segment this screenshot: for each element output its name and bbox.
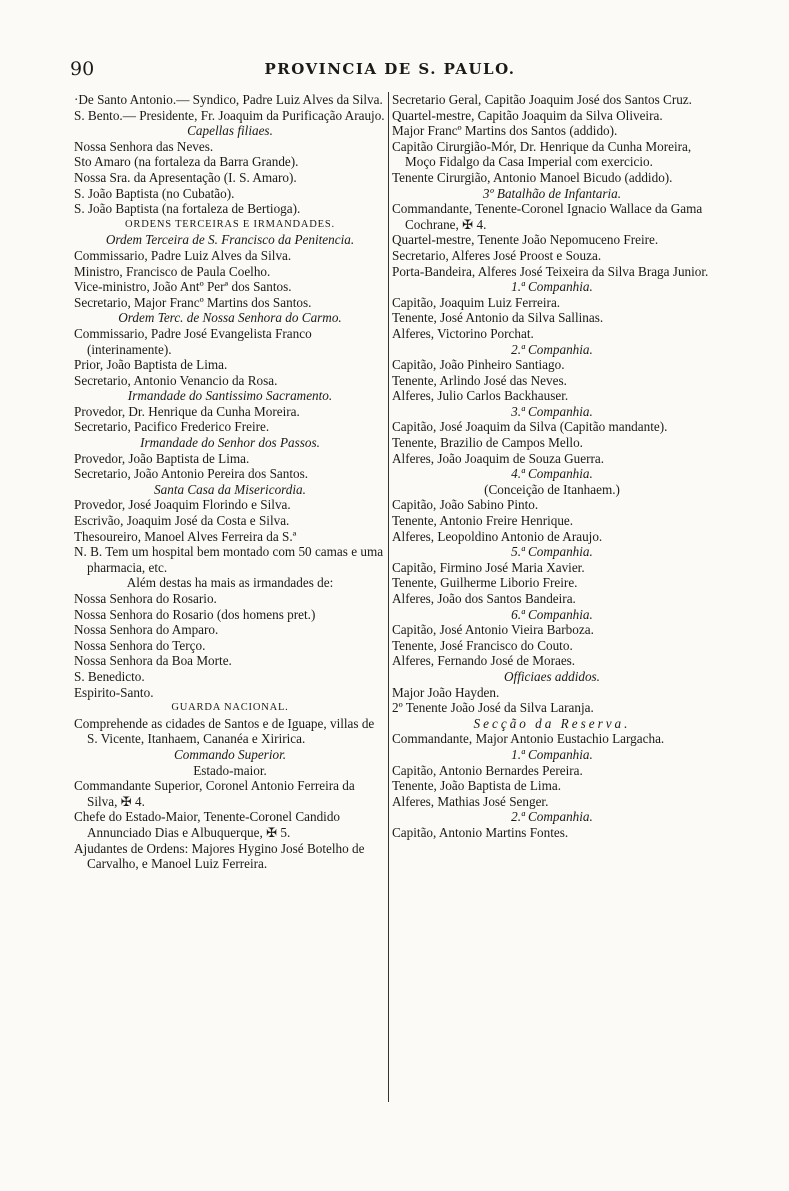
left-column-entry: Nossa Senhora das Neves. xyxy=(74,138,214,154)
left-column-entry: Ordem Terceira de S. Francisco da Penitencia. xyxy=(105,232,355,248)
right-column-entry: 3º Batalhão de Infantaria. xyxy=(482,185,622,201)
page-number: 90 xyxy=(70,58,95,80)
page-title: PROVINCIA DE S. PAULO. xyxy=(264,60,516,78)
left-column-entry: Secretario, João Antonio Pereira dos Santos. xyxy=(74,466,309,482)
right-column-entry: Alferes, Fernando José de Moraes. xyxy=(392,653,576,669)
left-column-entry: Chefe do Estado-Maior, Tenente-Coronel Candido Annunciado Dias e Albuquerque, ✠ 5. xyxy=(74,809,341,840)
right-column-entry: Capitão, José Antonio Vieira Barboza. xyxy=(392,622,594,638)
left-column-entry: Capellas filiaes. xyxy=(187,123,273,139)
right-column-entry: 2.ª Companhia. xyxy=(511,809,593,825)
left-column-entry: Commissario, Padre José Evangelista Franco (interinamente). xyxy=(74,325,312,357)
left-column-entry: Thesoureiro, Manoel Alves Ferreira da S.ª xyxy=(74,528,297,544)
right-column-entry: Alferes, Julio Carlos Backhauser. xyxy=(392,388,569,404)
right-column-entry: Tenente, Arlindo José das Neves. xyxy=(392,372,567,388)
left-column-entry: Comprehende as cidades de Santos e de Iguape, villas de S. Vicente, Itanhaem, Cananéa e Xiririca. xyxy=(74,715,375,747)
left-column-entry: Nossa Senhora do Terço. xyxy=(74,637,206,653)
left-column-entry: Commando Superior. xyxy=(173,746,287,762)
right-column-entry: Tenente, Brazilio de Campos Mello. xyxy=(392,435,583,451)
right-column-entry: Capitão, Joaquim Luiz Ferreira. xyxy=(392,294,561,310)
page-header xyxy=(70,58,710,80)
left-column-entry: Estado-maior. xyxy=(193,762,267,778)
left-column-entry: S. João Baptista (na fortaleza de Bertioga). xyxy=(74,201,301,217)
right-column-entry: 1.ª Companhia. xyxy=(511,746,593,762)
right-column-entry: Commandante, Major Antonio Eustachio Largacha. xyxy=(392,731,665,747)
left-column-entry: Escrivão, Joaquim José da Costa e Silva. xyxy=(74,513,290,529)
right-column-entry: Officiaes addidos. xyxy=(504,668,600,684)
left-column-entry: Nossa Senhora do Amparo. xyxy=(74,622,219,638)
left-column-entry: Secretario, Antonio Venancio da Rosa. xyxy=(74,372,278,388)
left-column-entry: Nossa Sra. da Apresentação (I. S. Amaro). xyxy=(74,169,297,185)
right-column-entry: Capitão Cirurgião-Mór, Dr. Henrique da Cunha Moreira, Moço Fidalgo da Casa Imperial com exercicio. xyxy=(392,138,692,170)
left-column-entry: Irmandade do Senhor dos Passos. xyxy=(140,435,320,451)
left-column-entry: Commissario, Padre Luiz Alves da Silva. xyxy=(74,247,292,263)
right-column-entry: Alferes, Victorino Porchat. xyxy=(392,325,534,341)
column-divider xyxy=(388,92,389,1102)
left-column-entry: Irmandade do Santissimo Sacramento. xyxy=(127,388,333,404)
left-column-entry: Provedor, José Joaquim Florindo e Silva. xyxy=(74,497,291,513)
left-column-entry: Ajudantes de Ordens: Majores Hygino José Botelho de Carvalho, e Manoel Luiz Ferreira. xyxy=(74,840,365,872)
right-column-entry: Tenente, João Baptista de Lima. xyxy=(392,778,561,794)
right-column xyxy=(392,92,712,841)
right-column-entry: Tenente, José Antonio da Silva Sallinas. xyxy=(392,310,604,326)
left-column-entry: N. B. Tem um hospital bem montado com 50 camas e uma pharmacia, etc. xyxy=(74,544,384,575)
right-column-entry: (Conceição de Itanhaem.) xyxy=(484,481,620,497)
right-column-entry: Capitão, Antonio Martins Fontes. xyxy=(392,824,569,840)
left-column-entry: Prior, João Baptista de Lima. xyxy=(74,357,228,373)
left-column-entry: S. Benedicto. xyxy=(74,668,145,684)
left-column-entry: Nossa Senhora do Rosario. xyxy=(74,591,217,606)
right-column-entry: Quartel-mestre, Tenente João Nepomuceno Freire. xyxy=(392,232,659,248)
left-column-entry: Ministro, Francisco de Paula Coelho. xyxy=(74,263,271,279)
right-column-entry: Porta-Bandeira, Alferes José Teixeira da Silva Braga Junior. xyxy=(392,263,709,279)
right-column-entry: Major João Hayden. xyxy=(392,684,500,700)
right-column-entry: Capitão, João Pinheiro Santiago. xyxy=(392,357,565,373)
left-column-entry: Ordem Terc. de Nossa Senhora do Carmo. xyxy=(118,310,342,326)
left-column-entry: Além destas ha mais as irmandades de: xyxy=(126,575,334,591)
right-column-entry: 3.ª Companhia. xyxy=(511,403,593,419)
left-column-entry: Commandante Superior, Coronel Antonio Ferreira da Silva, ✠ 4. xyxy=(74,778,355,809)
left-column-entry: Sto Amaro (na fortaleza da Barra Grande). xyxy=(74,154,299,170)
left-column-entry: ·De Santo Antonio.— Syndico, Padre Luiz Alves da Silva. xyxy=(74,92,383,107)
right-column-entry: Tenente, Guilherme Liborio Freire. xyxy=(392,575,578,591)
left-column-entry: S. Bento.— Presidente, Fr. Joaquim da Purificação Araujo. xyxy=(74,107,385,123)
left-column-entry: Nossa Senhora da Boa Morte. xyxy=(74,653,232,669)
right-column-entry: Secção da Reserva. xyxy=(473,715,631,731)
left-column-entry: ORDENS TERCEIRAS E IRMANDADES. xyxy=(125,218,335,230)
right-column-entry: Quartel-mestre, Capitão Joaquim da Silva Oliveira. xyxy=(392,107,663,123)
left-column-entry: Nossa Senhora do Rosario (dos homens pret.) xyxy=(74,606,316,622)
left-column-entry: Provedor, João Baptista de Lima. xyxy=(74,450,250,466)
left-column-entry: Secretario, Major Francº Martins dos Santos. xyxy=(74,294,312,310)
left-column xyxy=(74,92,386,872)
right-column-entry: 6.ª Companhia. xyxy=(511,606,593,622)
left-column-entry: S. João Baptista (no Cubatão). xyxy=(74,185,235,201)
right-column-entry: Major Francº Martins dos Santos (addido). xyxy=(392,123,618,139)
right-column-entry: Alferes, João Joaquim de Souza Guerra. xyxy=(392,450,605,466)
right-column-entry: Tenente Cirurgião, Antonio Manoel Bicudo (addido). xyxy=(392,169,673,185)
right-column-entry: Alferes, Mathias José Senger. xyxy=(392,793,549,809)
right-column-entry: Capitão, Firmino José Maria Xavier. xyxy=(392,559,585,575)
right-column-entry: Secretario, Alferes José Proost e Souza. xyxy=(392,247,602,263)
right-column-entry: Capitão, Antonio Bernardes Pereira. xyxy=(392,762,583,778)
right-column-entry: Capitão, José Joaquim da Silva (Capitão mandante). xyxy=(392,419,668,435)
right-column-entry: 2.ª Companhia. xyxy=(511,341,593,357)
right-column-entry: Commandante, Tenente-Coronel Ignacio Wallace da Gama Cochrane, ✠ 4. xyxy=(392,201,703,232)
right-column-entry: 4.ª Companhia. xyxy=(511,466,593,482)
left-column-entry: Secretario, Pacifico Frederico Freire. xyxy=(74,419,270,435)
left-column-entry: Provedor, Dr. Henrique da Cunha Moreira. xyxy=(74,403,300,419)
right-column-entry: Alferes, Leopoldino Antonio de Araujo. xyxy=(392,528,603,544)
right-column-entry: 2º Tenente João José da Silva Laranja. xyxy=(392,700,594,716)
right-column-entry: Tenente, José Francisco do Couto. xyxy=(392,637,573,653)
right-column-entry: Secretario Geral, Capitão Joaquim José dos Santos Cruz. xyxy=(392,92,692,107)
right-column-entry: 1.ª Companhia. xyxy=(511,279,593,295)
left-column-entry: Santa Casa da Misericordia. xyxy=(154,481,306,497)
left-column-entry: Espirito-Santo. xyxy=(74,684,154,700)
left-column-entry: GUARDA NACIONAL. xyxy=(171,702,289,714)
right-column-entry: Tenente, Antonio Freire Henrique. xyxy=(392,513,574,529)
left-column-entry: Vice-ministro, João Antº Perª dos Santos. xyxy=(74,279,292,295)
right-column-entry: Capitão, João Sabino Pinto. xyxy=(392,497,539,513)
right-column-entry: 5.ª Companhia. xyxy=(511,544,593,560)
right-column-entry: Alferes, João dos Santos Bandeira. xyxy=(392,591,576,606)
